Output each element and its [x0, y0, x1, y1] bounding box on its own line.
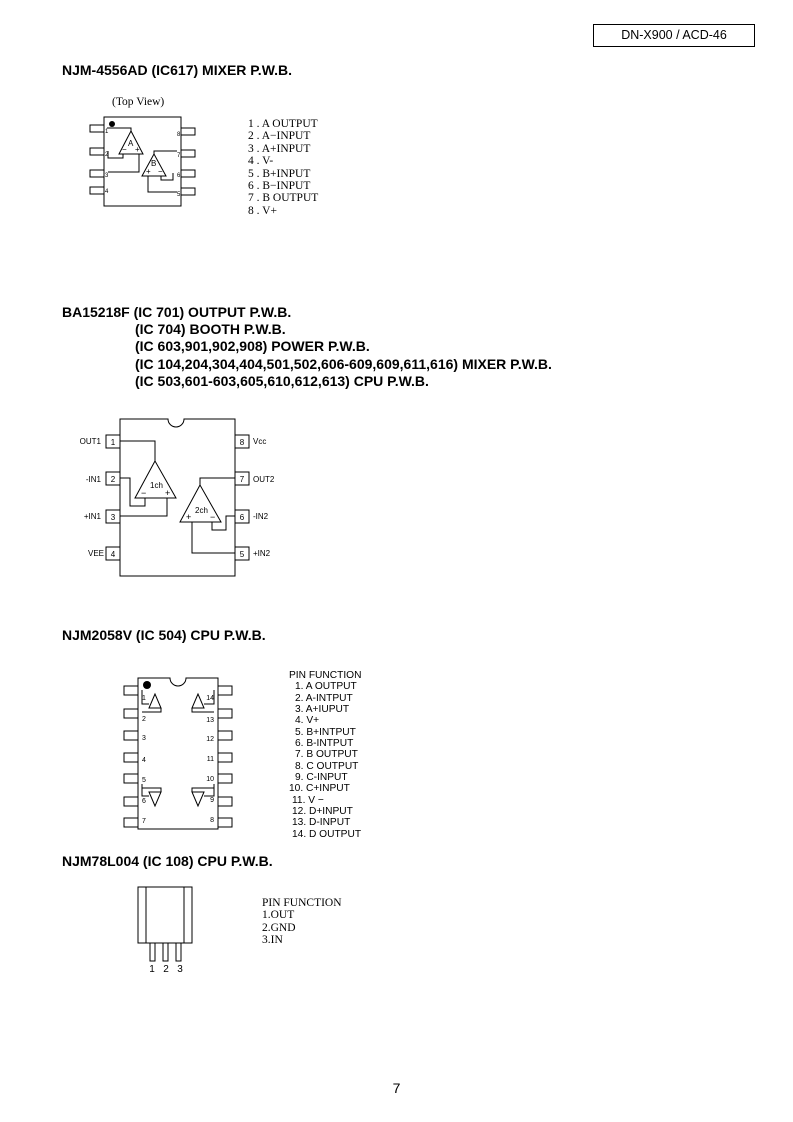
pin-item: 7. B OUTPUT: [295, 749, 358, 761]
pin-number: 7: [239, 475, 245, 484]
section-title-ba15218f: BA15218F (IC 701) OUTPUT P.W.B.: [62, 304, 292, 320]
pin-item: 1.OUT: [262, 909, 295, 922]
section-title-njm78l004: NJM78L004 (IC 108) CPU P.W.B.: [62, 853, 273, 869]
section-title-njm2058v: NJM2058V (IC 504) CPU P.W.B.: [62, 627, 266, 643]
lead-1: [150, 943, 155, 961]
pin-item: 2.GND: [262, 921, 296, 934]
pin-number: 11: [206, 756, 214, 763]
section-subtitle: (IC 704) BOOTH P.W.B.: [135, 321, 286, 337]
pin-item: 9. C-INPUT: [295, 772, 348, 784]
pin-item: 8 . V+: [248, 204, 277, 217]
pin-number: 4: [142, 757, 146, 764]
lead-3: [176, 943, 181, 961]
pin-number: 13: [206, 717, 214, 724]
pin-label: +IN2: [253, 549, 271, 558]
pin-number: 6: [177, 173, 181, 179]
section-title-njm4556ad: NJM-4556AD (IC617) MIXER P.W.B.: [62, 62, 293, 78]
pin-number: 5: [239, 550, 245, 559]
pin-number: 9: [210, 797, 214, 804]
pin-number: 12: [206, 736, 214, 743]
pin-number: 8: [177, 132, 181, 138]
section-subtitle: (IC 104,204,304,404,501,502,606-609,609,611,616) MIXER P.W.B.: [135, 356, 552, 372]
section-subtitle: (IC 503,601-603,605,610,612,613) CPU P.W.B.: [135, 373, 429, 389]
pin-item: 6. B-INTPUT: [295, 738, 354, 750]
channel-2-label: 2ch: [195, 506, 208, 515]
amp-a-plus: +: [135, 145, 140, 154]
pin-label: OUT2: [253, 475, 275, 484]
pin-function-label: PIN FUNCTION: [262, 897, 342, 909]
pin-item: 12. D+INPUT: [292, 806, 353, 818]
pin-number: 1: [149, 964, 155, 975]
pin-item: 10. C+INPUT: [289, 783, 350, 795]
amplifier-a-label: A: [128, 139, 134, 148]
pin-item: 13. D-INPUT: [292, 817, 351, 829]
pin-number: 6: [239, 513, 245, 522]
pin-number: 7: [177, 153, 181, 159]
model-number: DN-X900 / ACD-46: [621, 28, 727, 42]
amp-a-minus: −: [122, 145, 127, 154]
pin-number: 2: [110, 475, 116, 484]
pin-item: 4. V+: [295, 715, 320, 727]
amplifier-b-label: B: [151, 159, 157, 168]
amp-b-plus: +: [146, 167, 151, 176]
page-number: 7: [392, 1080, 401, 1096]
pin-number: 1: [142, 695, 146, 702]
pin-number: 2: [163, 964, 169, 975]
pin-item: 1 . A OUTPUT: [248, 118, 318, 130]
pin-number: 2: [142, 716, 146, 723]
njm78l004-leads: [150, 943, 181, 961]
amp-b-minus: −: [158, 167, 163, 176]
pin-item: 1. A OUTPUT: [295, 681, 357, 693]
pin-number: 6: [142, 798, 146, 805]
pin-item: 4 . V-: [248, 155, 274, 168]
amp1-plus: +: [165, 488, 171, 498]
pin-item: 7 . B OUTPUT: [248, 192, 319, 205]
pin-label: Vcc: [253, 437, 267, 446]
pin-number: 2: [105, 152, 109, 158]
pin-number: 3: [105, 173, 109, 179]
pin-number: 8: [239, 438, 245, 447]
pin-number: 14: [206, 695, 214, 702]
pin-number: 8: [210, 817, 214, 824]
pin-label: OUT1: [79, 437, 101, 446]
section-subtitle: (IC 603,901,902,908) POWER P.W.B.: [135, 338, 370, 354]
pin-number: 10: [206, 776, 214, 783]
njm78l004-pin-numbers: [149, 964, 183, 975]
pin-number: 3: [177, 964, 183, 975]
pin-item: 3. A+IUPUT: [295, 704, 350, 716]
pin-item: 8. C OUTPUT: [295, 760, 359, 772]
pin-item: 6 . B−INPUT: [248, 180, 311, 193]
pin-number: 3: [110, 513, 116, 522]
pin-item: 11. V −: [292, 794, 324, 806]
pin-number: 5: [142, 777, 146, 784]
amp2-plus: +: [186, 512, 192, 522]
pin-function-label: PIN FUNCTION: [289, 670, 362, 681]
pin-item: 3.IN: [262, 934, 283, 947]
pin-number: 1: [105, 129, 109, 135]
top-view-label: (Top View): [112, 96, 165, 108]
pin-number: 7: [142, 818, 146, 825]
pin-number: 4: [105, 189, 109, 195]
pin-number: 4: [110, 550, 116, 559]
njm78l004-pin-function-list: [262, 897, 342, 947]
pin-number: 3: [142, 735, 146, 742]
pin-item: 2. A-INTPUT: [295, 692, 353, 704]
pin-item: 5. B+INTPUT: [295, 726, 356, 738]
pin-item: 5 . B+INPUT: [248, 167, 311, 180]
pin-number: 5: [177, 192, 181, 198]
pin-label: VEE: [87, 549, 104, 558]
channel-1-label: 1ch: [150, 481, 163, 490]
pin-number: 1: [110, 438, 116, 447]
pin-label: +IN1: [83, 512, 101, 521]
pin-item: 3 . A+INPUT: [248, 142, 311, 155]
pin-label: -IN2: [253, 512, 269, 521]
pin-item: 14. D OUTPUT: [292, 828, 362, 840]
lead-2: [163, 943, 168, 961]
pin-label: -IN1: [85, 475, 101, 484]
pin-item: 2 . A−INPUT: [248, 130, 311, 143]
amp2-minus: −: [210, 512, 216, 522]
amp1-minus: −: [141, 488, 147, 498]
